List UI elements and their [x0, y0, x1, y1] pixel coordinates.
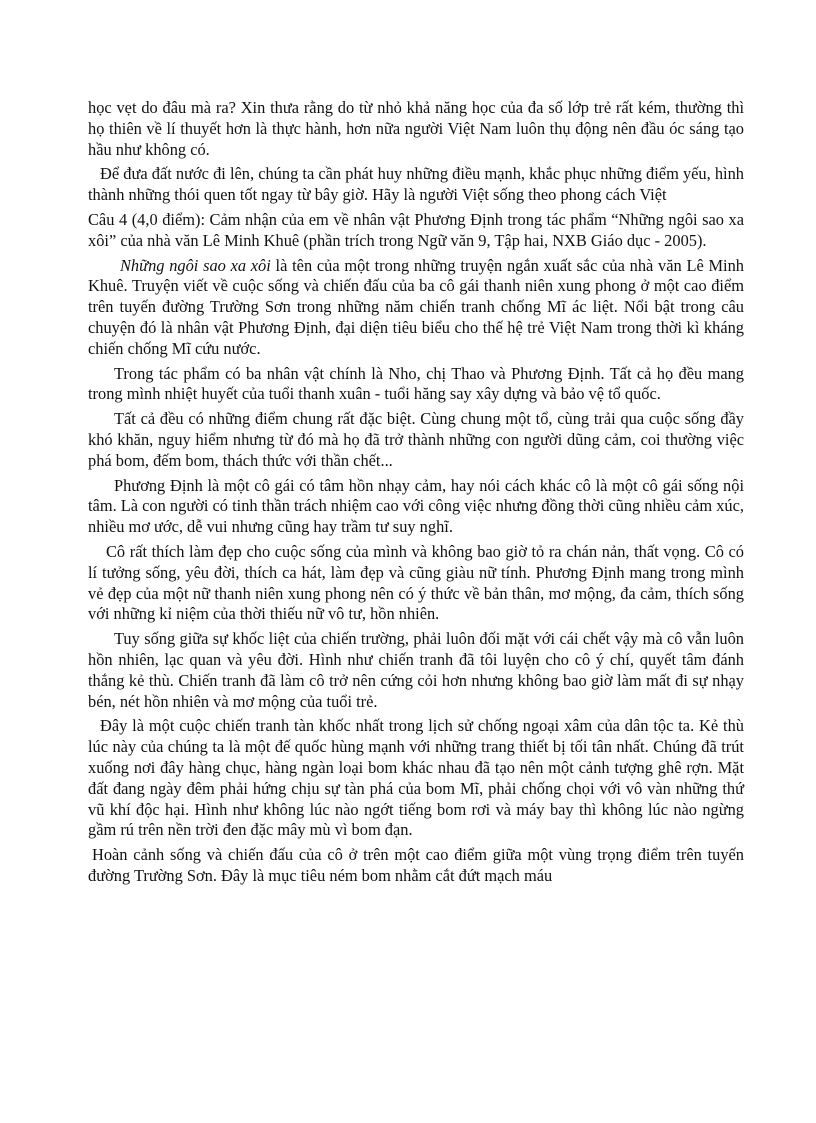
work-title: Những ngôi sao xa xôi	[120, 255, 271, 275]
paragraph-common-traits: Tất cả đều có những điểm chung rất đặc biệt. Cùng chung một tổ, cùng trải qua cuộc sống đầy khó khăn, nguy hiểm nhưng từ đó mà họ đã trở thành những con người dũng cảm, coi thường việc phá bom, đếm bom, thách thức với thần chết...	[88, 409, 744, 470]
paragraph-war-context: Đây là một cuộc chiến tranh tàn khốc nhất trong lịch sử chống ngoại xâm của dân tộc ta. Kẻ thù lúc này của chúng ta là một đế quốc hùng mạnh với những trang thiết bị tối tân nhất. Chúng đã trút xuống nơi đây hàng chục, hàng ngàn loại bom khác nhau đã tạo nên một cảnh tượng ghê rợn. Mặt đất đang ngày đêm phải hứng chịu sự tàn phá của bom Mĩ, phải chống chọi với vô vàn những thứ vũ khí độc hại. Hình như không lúc nào ngớt tiếng bom rơi và máy bay thì không lúc nào ngừng gầm rú trên nền trời đen đặc mây mù vì bom đạn.	[88, 716, 744, 840]
document-page	[88, 98, 744, 891]
question-4-paragraph: Câu 4 (4,0 điểm): Cảm nhận của em về nhân vật Phương Định trong tác phẩm “Những ngôi sao xa xôi” của nhà văn Lê Minh Khuê (phần trích trong Ngữ văn 9, Tập hai, NXB Giáo dục - 2005).	[88, 209, 744, 250]
paragraph-phuong-dinh: Phương Định là một cô gái có tâm hồn nhạy cảm, hay nói cách khác cô là một cô gái sống nội tâm. Là con người có tinh thần trách nhiệm cao với công việc nhưng đồng thời cũng nhiều cảm xúc, nhiều mơ ước, dễ vui nhưng cũng hay trầm tư suy nghĩ.	[88, 475, 744, 537]
paragraph-intro	[88, 256, 744, 360]
paragraph-intro-text: là tên của một trong những truyện ngắn xuất sắc của nhà văn Lê Minh Khuê. Truyện viết về cuộc sống và chiến đấu của ba cô gái thanh niên xung phong ở một cao điểm trên tuyến đường Trường Sơn trong những năm chiến tranh chống Mĩ ác liệt. Nổi bật trong câu chuyện đó là nhân vật Phương Định, đại diện tiêu biểu cho thế hệ trẻ Việt Nam trong thời kì kháng chiến chống Mĩ cứu nước.	[88, 255, 744, 358]
paragraph-war-life: Tuy sống giữa sự khốc liệt của chiến trường, phải luôn đối mặt với cái chết vậy mà cô vẫn luôn hồn nhiên, lạc quan và yêu đời. Hình như chiến tranh đã tôi luyện cho cô ý chí, quyết tâm đánh thắng kẻ thù. Chiến tranh đã làm cô trở nên cứng cỏi hơn nhưng không bao giờ làm mất đi sự nhạy bén, nét hồn nhiên và mơ mộng của tuổi trẻ.	[88, 629, 744, 711]
paragraph-circumstances: Hoàn cảnh sống và chiến đấu của cô ở trên một cao điểm giữa một vùng trọng điểm trên tuyến đường Trường Sơn. Đây là mục tiêu ném bom nhằm cắt đứt mạch máu	[88, 845, 744, 885]
paragraph-2: Để đưa đất nước đi lên, chúng ta cần phát huy những điều mạnh, khắc phục những điểm yếu, hình thành những thói quen tốt ngay từ bây giờ. Hãy là người Việt sống theo phong cách Việt	[88, 164, 744, 205]
paragraph-beauty: Cô rất thích làm đẹp cho cuộc sống của mình và không bao giờ tỏ ra chán nản, thất vọng. Cô có lí tưởng sống, yêu đời, thích ca hát, làm đẹp và cũng giàu nữ tính. Phương Định mang trong mình vẻ đẹp của một nữ thanh niên xung phong nên có ý thức về bản thân, mơ mộng, đa cảm, thích sống với những kỉ niệm của thời thiếu nữ vô tư, hồn nhiên.	[88, 541, 744, 624]
paragraph-characters: Trong tác phẩm có ba nhân vật chính là Nho, chị Thao và Phương Định. Tất cả họ đều mang trong mình nhiệt huyết của tuổi thanh xuân - tuổi hăng say xây dựng và bảo vệ tổ quốc.	[88, 363, 744, 404]
paragraph-1: học vẹt do đâu mà ra? Xin thưa rằng do từ nhỏ khả năng học của đa số lớp trẻ rất kém, thường thì họ thiên về lí thuyết hơn là thực hành, hơn nữa người Việt Nam luôn thụ động nên đầu óc sáng tạo hầu như không có.	[88, 98, 744, 159]
